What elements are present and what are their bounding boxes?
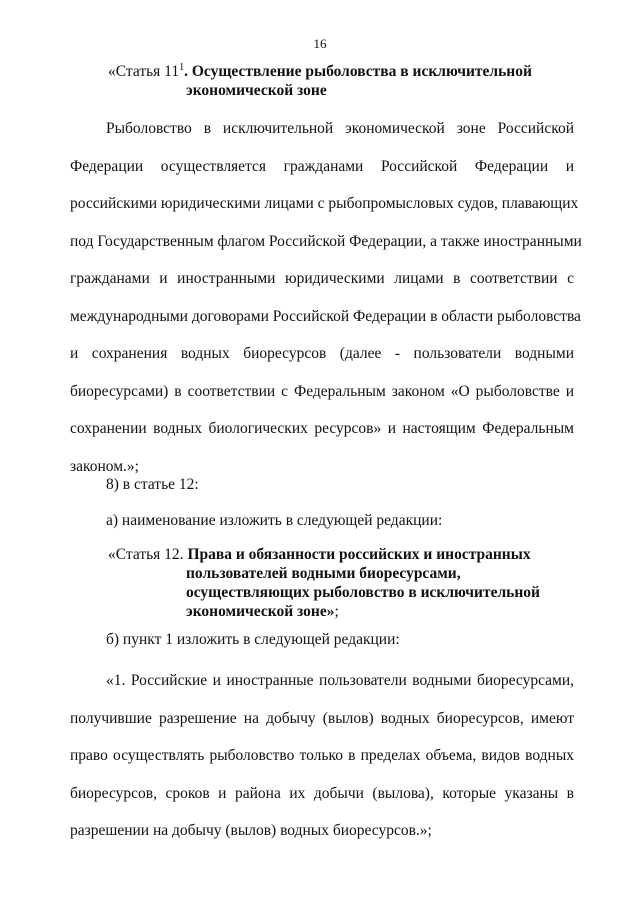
item-8: 8) в статье 12: [106,476,199,493]
article-11-1-title-line1: . Осуществление рыболовства в исключительной [184,63,532,80]
text-line: законом.»; [70,457,139,475]
article-12-title-line1: Права и обязанности российских и иностранных [187,546,531,563]
text-line: «1. Российские и иностранные пользователи водными биоресурсами, [106,672,574,689]
text-line: сохранении водных биологических ресурсов» и настоящим Федеральным [70,420,574,437]
paragraph-point-1 [70,662,574,850]
text-line: Рыболовство в исключительной экономической зоне Российской [106,120,574,137]
text-line: гражданами и иностранными юридическими лицами в соответствии с [70,270,574,287]
text-line: право осуществлять рыболовство только в пределах объема, видов водных [70,747,574,764]
text-line: биоресурсов, сроков и района их добычи (вылова), которые указаны в [70,784,574,802]
text-line: под Государственным флагом Российской Федерации, а также иностранными [70,232,582,250]
article-12-title-line3: осуществляющих рыболовство в исключительной [186,584,540,601]
article-12-title-line4: экономической зоне» [186,603,335,620]
text-line: международными договорами Российской Федерации в области рыболовства [70,307,581,325]
article-11-1-prefix: «Статья 11 [108,63,180,80]
text-line: биоресурсами) в соответствии с Федеральным законом «О рыболовстве и [70,382,574,400]
item-b: б) пункт 1 изложить в следующей редакции: [106,631,400,648]
text-line: и сохранения водных биоресурсов (далее - пользователи водными [70,345,574,362]
paragraph-article-11-1-body [70,110,582,485]
text-line: Федерации осуществляется гражданами Российской Федерации и [70,157,574,175]
text-line: российскими юридическими лицами с рыбопромысловых судов, плавающих [70,195,579,212]
article-12-heading [108,545,578,621]
text-line: получившие разрешение на добычу (вылов) водных биоресурсов, имеют [70,709,574,727]
article-11-1-heading [108,62,578,100]
item-a: а) наименование изложить в следующей редакции: [106,512,443,529]
article-12-suffix: ; [334,603,339,620]
article-11-1-superscript: 1 [179,61,185,73]
text-line: разрешении на добычу (вылов) водных биоресурсов.»; [70,822,432,839]
article-11-1-title-line2: экономической зоне [186,82,327,99]
article-12-prefix: «Статья 12. [108,546,184,563]
article-12-title-line2: пользователей водными биоресурсами, [186,565,461,582]
page-number: 16 [313,36,327,51]
